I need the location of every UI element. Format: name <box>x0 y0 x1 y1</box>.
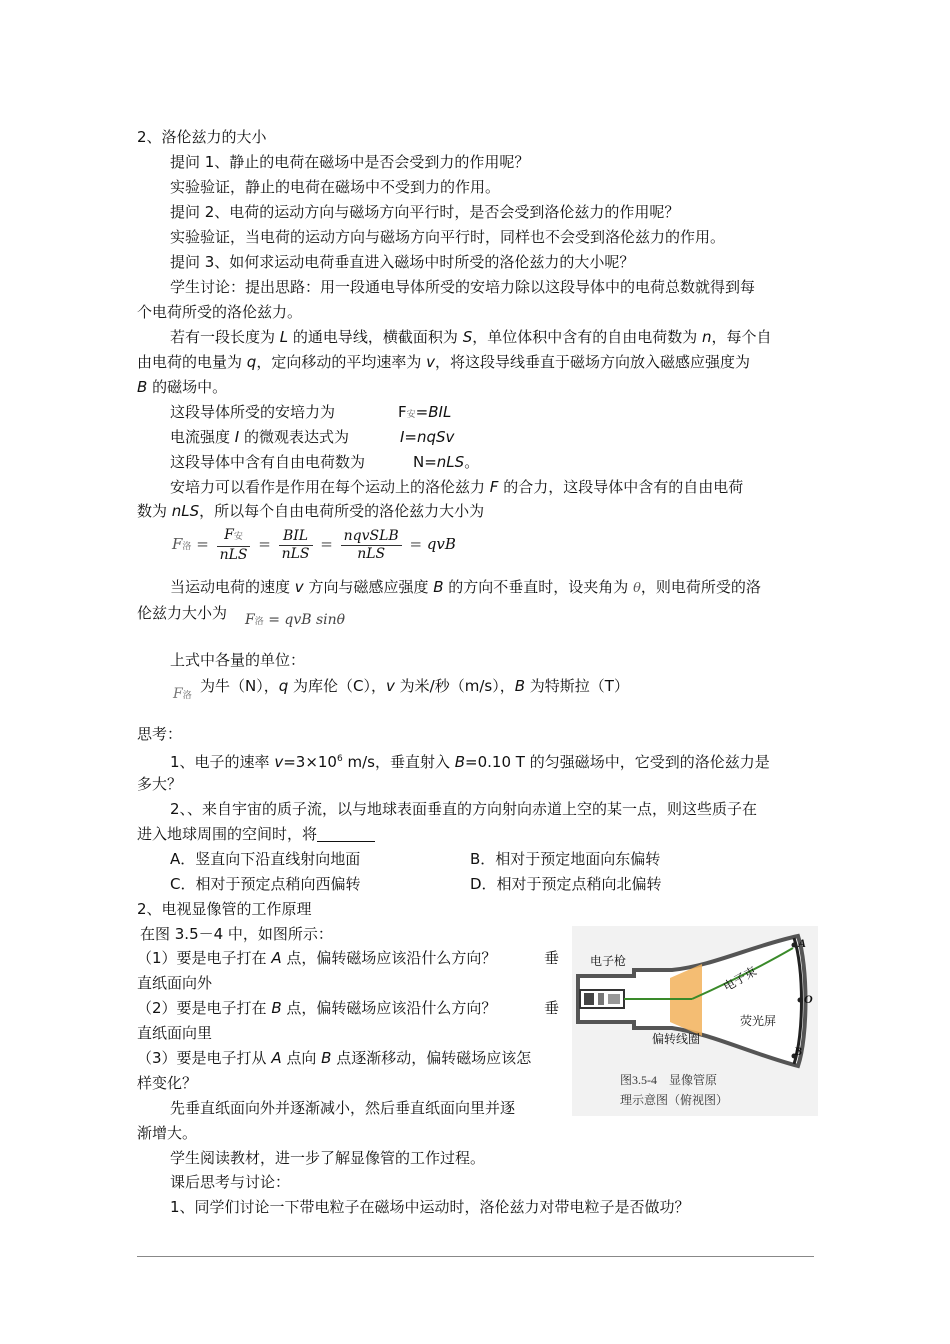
sub-question-3-line-1: （3）要是电子打从 A 点向 B 点逐渐移动，偏转磁场应该怎 <box>137 1049 532 1067</box>
after-class-question-1: 1、同学们讨论一下带电粒子在磁场中运动时，洛伦兹力对带电粒子是否做功？ <box>170 1198 690 1216</box>
think-q1-line-2: 多大？ <box>137 775 183 793</box>
section2-heading: 2、电视显像管的工作原理 <box>137 900 312 918</box>
sub-question-3-line-2: 样变化？ <box>137 1074 198 1092</box>
lorentz-force-equation: F洛 = $\frac{\text{F安}}{\text{nLS}}$ = $\frac{\text{BIL}}{\text{nLS}}$ = $\frac{\text{nqvSLB}}{\text{nLS}}$ = qvB <box>172 526 456 563</box>
paragraph-line-2: 由电荷的电量为 q，定向移动的平均速率为 v，将这段导线垂直于磁场方向放入磁感应强度为 <box>137 353 750 371</box>
question-3: 提问 3、如何求运动电荷垂直进入磁场中时所受的洛伦兹力的大小呢？ <box>170 253 635 271</box>
sub-question-2: （2）要是电子打在 B 点，偏转磁场应该沿什么方向？ <box>137 999 497 1017</box>
section-heading: 2、洛伦兹力的大小 <box>137 128 267 146</box>
label-point-o: O <box>804 992 813 1006</box>
label-screen: 荧光屏 <box>740 1014 777 1028</box>
discussion-line-1: 学生讨论：提出思路：用一段通电导体所受的安培力除以这段导体中的电荷总数就得到每 <box>170 278 756 296</box>
current-expression-formula: I=nqSv <box>400 428 455 446</box>
sub-answer-1: 直纸面向外 <box>137 974 213 992</box>
think-q2-line-2: 进入地球周围的空间时，将 <box>137 824 375 844</box>
option-a: A．竖直向下沿直线射向地面 <box>170 850 361 868</box>
section2-intro: 在图 3.5－4 中，如图所示： <box>140 925 333 943</box>
charge-count-label: 这段导体中含有自由电荷数为 <box>170 453 366 471</box>
discussion-line-2: 个电荷所受的洛伦兹力。 <box>137 303 303 321</box>
answer-2: 实验验证，当电荷的运动方向与磁场方向平行时，同样也不会受到洛伦兹力的作用。 <box>170 228 726 246</box>
paragraph-line-3: B 的磁场中。 <box>137 378 228 396</box>
picture-tube-figure <box>572 926 818 1116</box>
label-electron-beam: 电子束 <box>720 963 760 995</box>
sub-answer-3-line-1: 先垂直纸面向外并逐渐减小，然后垂直纸面向里并逐 <box>170 1099 516 1117</box>
units-force-symbol: F洛 <box>173 686 192 702</box>
option-b: B．相对于预定地面向东偏转 <box>470 850 661 868</box>
sub-answer-1-start: 垂 <box>544 949 560 967</box>
paragraph-line-6: 当运动电荷的速度 v 方向与磁感应强度 B 的方向不垂直时，设夹角为 θ，则电荷所受的洛 <box>170 578 761 596</box>
sub-answer-2: 直纸面向里 <box>137 1024 213 1042</box>
paragraph-line-7: 伦兹力大小为 <box>137 604 228 622</box>
current-expression-label: 电流强度 I 的微观表达式为 <box>170 428 349 446</box>
paragraph-line-4: 安培力可以看作是作用在每个运动上的洛伦兹力 F 的合力，这段导体中含有的自由电荷 <box>170 478 744 496</box>
ampere-force-formula: F安=BIL <box>398 403 452 421</box>
answer-blank[interactable] <box>317 825 375 842</box>
reading-note: 学生阅读教材，进一步了解显像管的工作过程。 <box>170 1149 486 1167</box>
units-line: 为牛（N），q 为库伦（C），v 为米/秒（m/s），B 为特斯拉（T） <box>200 677 629 695</box>
fraction-1: $\frac{\text{F安}}{\text{nLS}}$ <box>217 527 251 564</box>
fraction-2: $\frac{\text{BIL}}{\text{nLS}}$ <box>279 528 313 563</box>
question-1: 提问 1、静止的电荷在磁场中是否会受到力的作用呢？ <box>170 153 530 171</box>
think-q2-line-1: 2、、来自宇宙的质子流，以与地球表面垂直的方向射向赤道上空的某一点，则这些质子在 <box>170 800 758 818</box>
sub-answer-2-start: 垂 <box>544 999 560 1017</box>
answer-1: 实验验证，静止的电荷在磁场中不受到力的作用。 <box>170 178 501 196</box>
paragraph-line-5: 数为 nLS，所以每个自由电荷所受的洛伦兹力大小为 <box>137 502 485 520</box>
label-electron-gun: 电子枪 <box>590 954 627 968</box>
sub-answer-3-line-2: 渐增大。 <box>137 1124 198 1142</box>
charge-count-formula: N=nLS。 <box>413 453 480 471</box>
fraction-3: $\frac{\text{nqvSLB}}{\text{nLS}}$ <box>341 528 402 563</box>
label-point-a: A <box>798 936 807 950</box>
option-c: C．相对于预定点稍向西偏转 <box>170 875 361 893</box>
think-title: 思考： <box>137 725 183 743</box>
label-deflection-coil: 偏转线圈 <box>652 1032 701 1046</box>
option-d: D．相对于预定点稍向北偏转 <box>470 875 662 893</box>
figure-caption-line-2: 理示意图（俯视图） <box>620 1093 729 1107</box>
ampere-force-label: 这段导体所受的安培力为 <box>170 403 336 421</box>
footer-divider <box>137 1256 814 1257</box>
after-class-title: 课后思考与讨论： <box>170 1173 291 1191</box>
think-q1-line-1: 1、电子的速率 $v=3\times 10^6$ m/s，垂直射入 B=0.10 T 的匀强磁场中，它受到的洛伦兹力是 <box>170 753 770 771</box>
lorentz-force-sin-formula: F洛 = qvB sinθ <box>245 612 346 628</box>
figure-caption-line-1: 图3.5-4 显像管原 <box>620 1073 717 1087</box>
units-title: 上式中各量的单位： <box>170 651 306 669</box>
label-point-b: B <box>794 1044 803 1058</box>
question-2: 提问 2、电荷的运动方向与磁场方向平行时，是否会受到洛伦兹力的作用呢？ <box>170 203 680 221</box>
sub-question-1: （1）要是电子打在 A 点，偏转磁场应该沿什么方向？ <box>137 949 497 967</box>
paragraph-line-1: 若有一段长度为 L 的通电导线，横截面积为 S，单位体积中含有的自由电荷数为 n，每个自 <box>170 328 772 346</box>
